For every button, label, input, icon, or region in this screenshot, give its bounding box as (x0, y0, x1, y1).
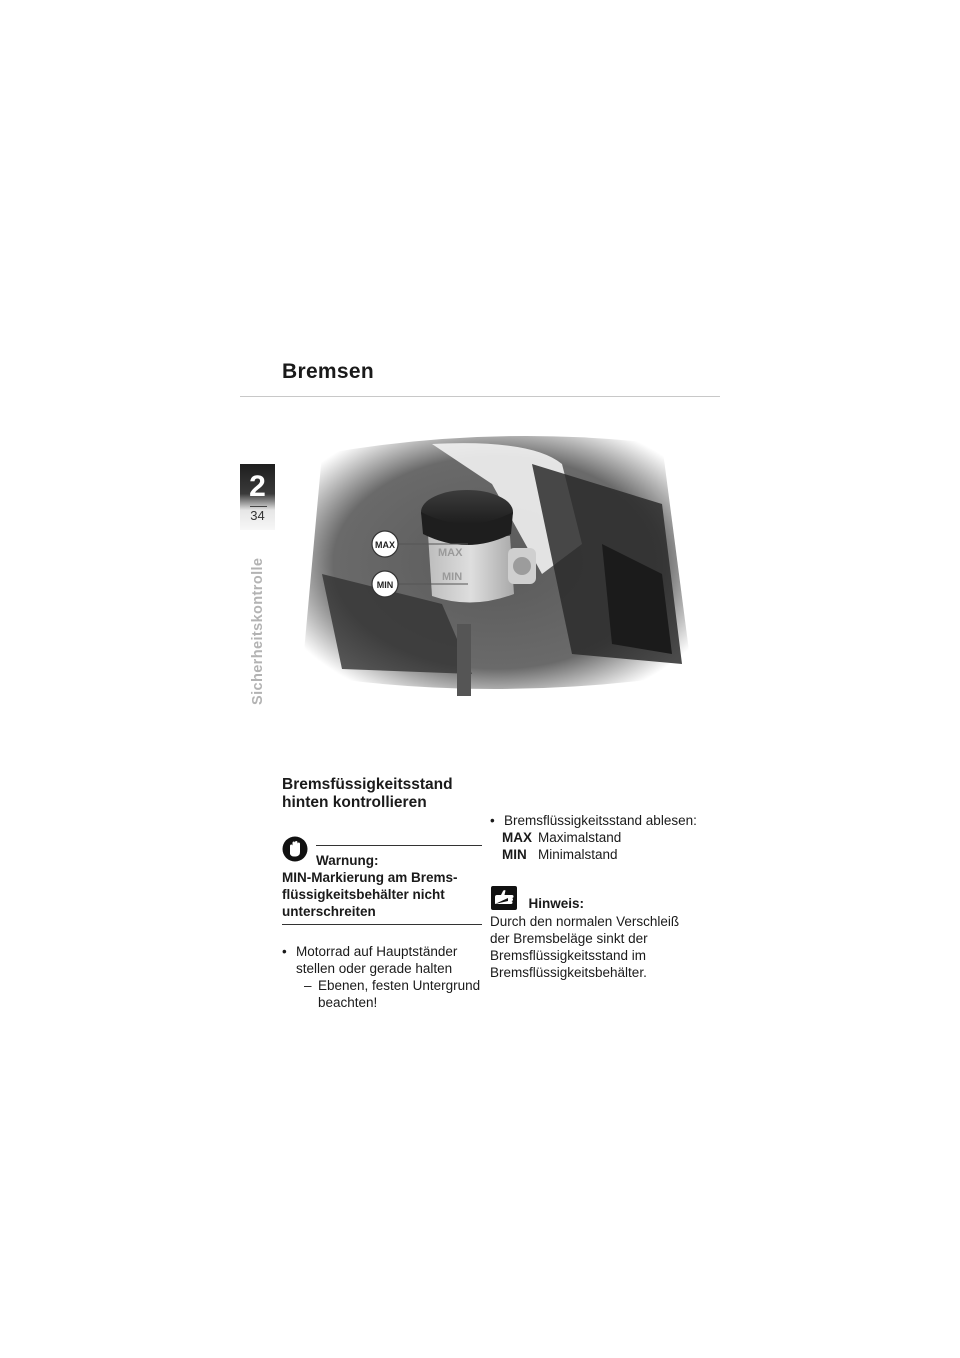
reservoir-min-mark: MIN (442, 571, 463, 583)
mark-label: Maximalstand (538, 830, 622, 845)
mark-code: MIN (502, 847, 527, 862)
left-column (282, 776, 482, 1011)
reservoir-max-mark: MAX (438, 547, 463, 559)
page-number: 34 (250, 508, 265, 523)
warning-heading: Warnung: (316, 853, 379, 868)
step-item: • Motorrad auf Hauptständer stellen oder gerade halten (282, 943, 482, 977)
brake-reservoir-photo (282, 424, 702, 696)
mark-row-min (490, 846, 700, 863)
chapter-number: 2 (249, 470, 266, 503)
substep-item: – Ebenen, festen Untergrund beachten! (282, 977, 482, 1011)
stop-hand-icon (282, 836, 308, 862)
note-text: Durch den normalen Verschleiß der Bremsbeläge sinkt der Bremsflüssigkeitsstand im Bremsflüssigkeitsbehälter. (490, 914, 680, 980)
min-callout-label: MIN (376, 580, 394, 590)
section-title: Bremsfüssigkeitsstand hinten kontrollieren (282, 776, 453, 811)
header-divider (240, 396, 720, 397)
steps-list (282, 943, 482, 1011)
page-title: Bremsen (282, 360, 374, 383)
warning-box (282, 836, 482, 925)
mark-label: Minimalstand (538, 847, 618, 862)
brake-hose (457, 624, 471, 696)
mark-code: MAX (502, 830, 532, 845)
read-step: • Bremsflüssigkeitsstand ablesen: (490, 812, 700, 829)
note-hand-icon (490, 885, 518, 911)
chapter-side-label: Sicherheitskontrolle (250, 557, 266, 705)
right-column (490, 812, 700, 981)
warning-text: MIN-Markierung am Brems-flüssigkeitsbehälter nicht unterschreiten (282, 870, 458, 919)
mark-row-max (490, 829, 700, 846)
max-callout-label: MAX (375, 540, 395, 550)
note-box (490, 885, 700, 981)
note-heading: Hinweis: (528, 896, 584, 911)
chapter-divider (250, 506, 267, 507)
